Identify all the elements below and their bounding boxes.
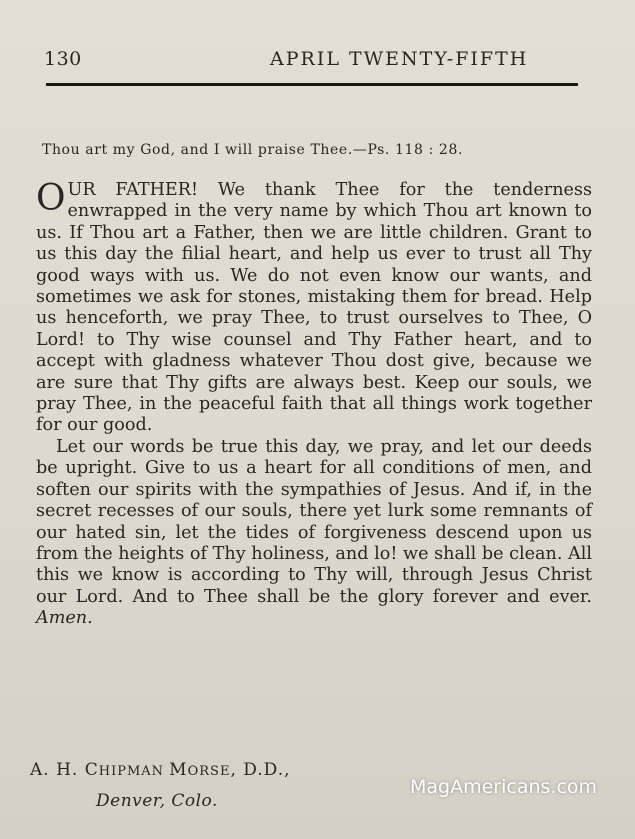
author-degree: , D.D., xyxy=(230,760,291,780)
scripture-epigraph: Thou art my God, and I will praise Thee.—Ps. 118 : 28. xyxy=(42,142,464,158)
page-number: 130 xyxy=(44,48,82,70)
prayer-text xyxy=(36,180,592,630)
prayer-paragraph-1 xyxy=(36,180,592,437)
author-location: Denver, Colo. xyxy=(96,791,218,811)
amen: Amen. xyxy=(36,608,93,629)
author-first-rest: HIPMAN xyxy=(98,764,170,779)
author-last-rest: ORSE xyxy=(187,764,231,779)
author-first-initial: C xyxy=(84,760,99,780)
author-last-initial: M xyxy=(169,760,188,780)
watermark: MagAmericans.com xyxy=(410,776,598,798)
paragraph-2-text: Let our words be true this day, we pray, and let our deeds be upright. Give to us a heart for all conditions of men, and soften our spirits with the sympathies of Jesus. And if, in the secret recesses of our souls, there yet lurk some remnants of our hated sin, let the tides of forgiveness descend upon us from the heights of Thy holiness, and lo! we shall be clean. All this we know is according to Thy will, through Jesus Christ our Lord. And to Thee shall be the glory forever and ever. xyxy=(36,436,592,607)
prayer-paragraph-2 xyxy=(36,437,592,630)
paragraph-1-text: UR FATHER! We thank Thee for the tenderness enwrapped in the very name by which Thou art known to us. If Thou art a Father, then we are little children. Grant to us this day the filial heart, and help us ever to trust all Thy good ways with us. We do not even know our wants, and sometimes we ask for stones, mistaking them for bread. Help us henceforth, we pray Thee, to trust ourselves to Thee, O Lord! to Thy wise counsel and Thy Father heart, and to accept with gladness whatever Thou dost give, because we are sure that Thy gifts are always best. Keep our souls, we pray Thee, in the peaceful faith that all things work together for our good. xyxy=(36,180,592,436)
author-signature xyxy=(30,760,291,780)
header-rule xyxy=(46,83,578,86)
author-initials: A. H. xyxy=(30,760,85,780)
running-head: APRIL TWENTY-FIFTH xyxy=(270,48,529,70)
drop-cap: O xyxy=(36,178,66,219)
